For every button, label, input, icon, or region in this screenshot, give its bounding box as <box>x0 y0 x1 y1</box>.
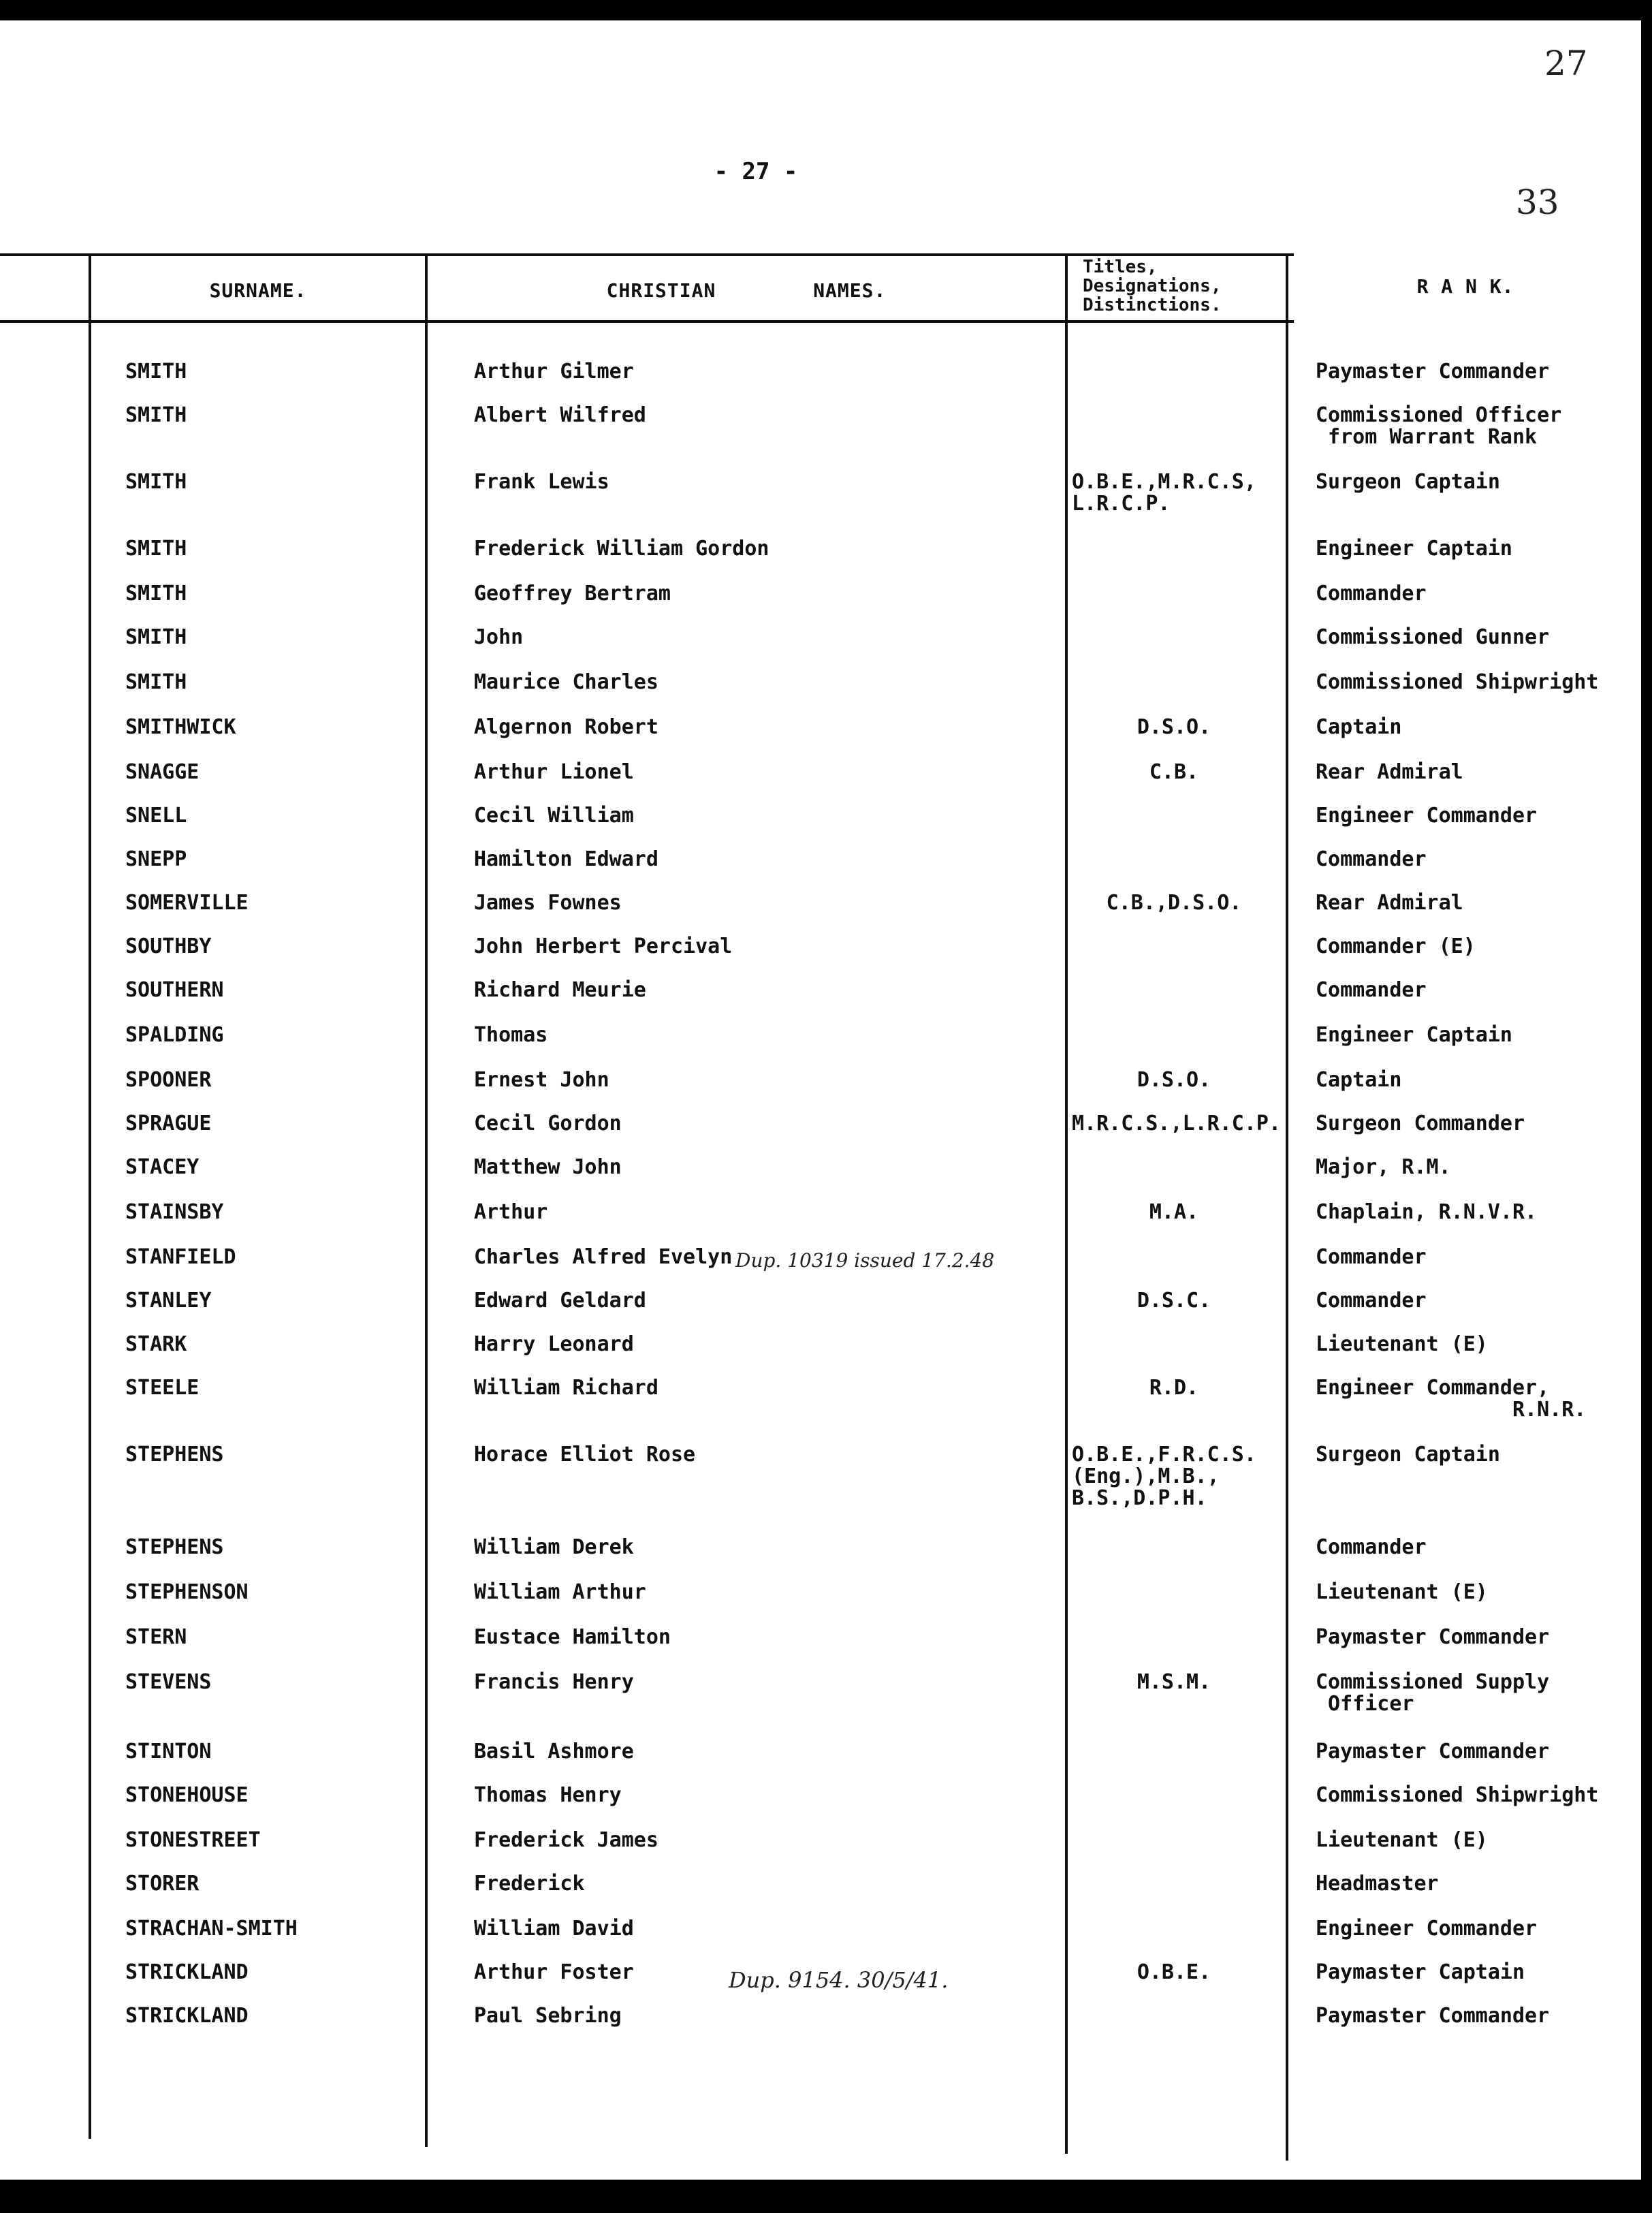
rank-cell: Surgeon Captain <box>1316 470 1500 494</box>
rank-cell: Paymaster Commander <box>1316 360 1550 383</box>
column-divider <box>89 253 91 2139</box>
surname-cell: STRICKLAND <box>125 1960 249 1984</box>
surname-cell: SMITH <box>125 470 187 494</box>
titles-cell: D.S.C. <box>1137 1289 1211 1313</box>
surname-cell: SMITH <box>125 537 187 561</box>
surname-cell: STINTON <box>125 1740 212 1763</box>
surname-cell: SPRAGUE <box>125 1112 212 1135</box>
rank-cell: Paymaster Commander <box>1316 2004 1550 2028</box>
christian-names-cell: Eustace Hamilton <box>474 1625 671 1649</box>
titles-cell: R.D. <box>1149 1376 1199 1400</box>
header-surname: SURNAME. <box>209 279 307 302</box>
titles-cell: M.S.M. <box>1137 1670 1211 1694</box>
surname-cell: SMITHWICK <box>125 715 236 739</box>
surname-cell: STEVENS <box>125 1670 212 1694</box>
column-divider <box>425 253 428 2147</box>
page-stamp-secondary: 33 <box>1516 183 1559 222</box>
titles-cell: D.S.O. <box>1137 715 1211 739</box>
surname-cell: SMITH <box>125 625 187 649</box>
surname-cell: STACEY <box>125 1155 200 1179</box>
surname-cell: SMITH <box>125 670 187 694</box>
page-stamp: 27 <box>1544 44 1588 83</box>
christian-names-cell: Arthur Lionel <box>474 760 634 784</box>
rank-cell: Captain <box>1316 1068 1402 1092</box>
rank-cell: Headmaster <box>1316 1872 1439 1896</box>
rank-cell: Engineer Captain <box>1316 537 1512 561</box>
rank-cell: Commissioned Shipwright <box>1316 670 1599 694</box>
christian-names-cell: Harry Leonard <box>474 1332 634 1356</box>
christian-names-cell: Basil Ashmore <box>474 1740 634 1763</box>
rank-cell: Commander <box>1316 847 1427 871</box>
surname-cell: STANLEY <box>125 1289 212 1313</box>
titles-cell: C.B.,D.S.O. <box>1106 891 1242 915</box>
christian-names-cell: Edward Geldard <box>474 1289 646 1313</box>
surname-cell: SMITH <box>125 360 187 383</box>
surname-cell: STARK <box>125 1332 187 1356</box>
surname-cell: SNAGGE <box>125 760 200 784</box>
surname-cell: SNEPP <box>125 847 187 871</box>
christian-names-cell: James Fownes <box>474 891 622 915</box>
rank-cell: Surgeon Commander <box>1316 1112 1525 1135</box>
rank-cell: Rear Admiral <box>1316 891 1463 915</box>
christian-names-cell: Richard Meurie <box>474 978 646 1002</box>
titles-cell: M.R.C.S.,L.R.C.P. <box>1072 1112 1282 1135</box>
christian-names-cell: Frank Lewis <box>474 470 609 494</box>
surname-cell: STRICKLAND <box>125 2004 249 2028</box>
christian-names-cell: Frederick <box>474 1872 585 1896</box>
christian-names-cell: Albert Wilfred <box>474 403 646 427</box>
rank-cell: Rear Admiral <box>1316 760 1463 784</box>
column-divider <box>1286 253 1288 2161</box>
rank-cell: Commander <box>1316 582 1427 606</box>
rank-cell: Surgeon Captain <box>1316 1443 1500 1466</box>
titles-cell: O.B.E. <box>1137 1960 1211 1984</box>
header-rank: R A N K. <box>1416 275 1514 298</box>
titles-cell: C.B. <box>1149 760 1199 784</box>
rank-cell: Commissioned Shipwright <box>1316 1783 1599 1807</box>
surname-cell: SOUTHBY <box>125 935 212 958</box>
rank-cell: Paymaster Commander <box>1316 1740 1550 1763</box>
surname-cell: STANFIELD <box>125 1245 236 1269</box>
surname-cell: SOUTHERN <box>125 978 224 1002</box>
table-header-rule <box>0 320 1294 323</box>
christian-names-cell: Arthur Foster <box>474 1960 634 1984</box>
titles-cell: M.A. <box>1149 1200 1199 1224</box>
christian-names-cell: Thomas <box>474 1023 548 1047</box>
rank-cell: Commander <box>1316 1289 1427 1313</box>
christian-names-cell: William David <box>474 1917 634 1941</box>
titles-cell: D.S.O. <box>1137 1068 1211 1092</box>
scan-border-bottom <box>0 2180 1652 2213</box>
rank-cell: Lieutenant (E) <box>1316 1332 1488 1356</box>
rank-cell: Commissioned Supply Officer <box>1316 1670 1550 1716</box>
surname-cell: SMITH <box>125 403 187 427</box>
rank-cell: Commissioned Officer from Warrant Rank <box>1316 403 1562 449</box>
christian-names-cell: Algernon Robert <box>474 715 658 739</box>
rank-cell: Major, R.M. <box>1316 1155 1451 1179</box>
scan-border-right <box>1641 0 1652 2213</box>
rank-cell: Engineer Commander, R.N.R. <box>1316 1376 1587 1422</box>
surname-cell: STEPHENS <box>125 1443 224 1466</box>
surname-cell: STERN <box>125 1625 187 1649</box>
rank-cell: Engineer Captain <box>1316 1023 1512 1047</box>
handwritten-note: Dup. 10319 issued 17.2.48 <box>735 1249 995 1272</box>
christian-names-cell: Hamilton Edward <box>474 847 658 871</box>
surname-cell: STRACHAN-SMITH <box>125 1917 298 1941</box>
christian-names-cell: William Richard <box>474 1376 658 1400</box>
rank-cell: Commander <box>1316 978 1427 1002</box>
scan-border-top <box>0 0 1652 20</box>
rank-cell: Engineer Commander <box>1316 804 1538 828</box>
surname-cell: STORER <box>125 1872 200 1896</box>
header-titles: Titles, Designations, Distinctions. <box>1083 257 1222 315</box>
christian-names-cell: Maurice Charles <box>474 670 658 694</box>
titles-cell: O.B.E.,M.R.C.S, L.R.C.P. <box>1072 470 1256 516</box>
rank-cell: Chaplain, R.N.V.R. <box>1316 1200 1538 1224</box>
christian-names-cell: John <box>474 625 524 649</box>
header-christian-names: CHRISTIAN NAMES. <box>606 279 887 302</box>
christian-names-cell: Arthur <box>474 1200 548 1224</box>
christian-names-cell: Ernest John <box>474 1068 609 1092</box>
christian-names-cell: Francis Henry <box>474 1670 634 1694</box>
handwritten-note: Dup. 9154. 30/5/41. <box>729 1967 949 1993</box>
christian-names-cell: Cecil William <box>474 804 634 828</box>
christian-names-cell: William Arthur <box>474 1580 646 1604</box>
surname-cell: SPALDING <box>125 1023 224 1047</box>
christian-names-cell: Charles Alfred Evelyn <box>474 1245 733 1269</box>
rank-cell: Lieutenant (E) <box>1316 1828 1488 1852</box>
surname-cell: STAINSBY <box>125 1200 224 1224</box>
christian-names-cell: Arthur Gilmer <box>474 360 634 383</box>
page-number: - 27 - <box>714 158 798 185</box>
surname-cell: STEPHENS <box>125 1535 224 1559</box>
christian-names-cell: Geoffrey Bertram <box>474 582 671 606</box>
surname-cell: STEPHENSON <box>125 1580 249 1604</box>
rank-cell: Engineer Commander <box>1316 1917 1538 1941</box>
surname-cell: SOMERVILLE <box>125 891 249 915</box>
rank-cell: Paymaster Commander <box>1316 1625 1550 1649</box>
surname-cell: STEELE <box>125 1376 200 1400</box>
christian-names-cell: Paul Sebring <box>474 2004 622 2028</box>
surname-cell: SNELL <box>125 804 187 828</box>
rank-cell: Commander <box>1316 1245 1427 1269</box>
christian-names-cell: William Derek <box>474 1535 634 1559</box>
rank-cell: Captain <box>1316 715 1402 739</box>
rank-cell: Commissioned Gunner <box>1316 625 1550 649</box>
christian-names-cell: Thomas Henry <box>474 1783 622 1807</box>
table-top-rule <box>0 253 1294 256</box>
surname-cell: STONEHOUSE <box>125 1783 249 1807</box>
christian-names-cell: Frederick James <box>474 1828 658 1852</box>
christian-names-cell: Horace Elliot Rose <box>474 1443 696 1466</box>
rank-cell: Commander <box>1316 1535 1427 1559</box>
rank-cell: Commander (E) <box>1316 935 1476 958</box>
christian-names-cell: Matthew John <box>474 1155 622 1179</box>
column-divider <box>1065 253 1068 2154</box>
surname-cell: SMITH <box>125 582 187 606</box>
surname-cell: STONESTREET <box>125 1828 261 1852</box>
christian-names-cell: Cecil Gordon <box>474 1112 622 1135</box>
christian-names-cell: John Herbert Percival <box>474 935 733 958</box>
rank-cell: Lieutenant (E) <box>1316 1580 1488 1604</box>
titles-cell: O.B.E.,F.R.C.S. (Eng.),M.B., B.S.,D.P.H. <box>1072 1443 1256 1510</box>
surname-cell: SPOONER <box>125 1068 212 1092</box>
rank-cell: Paymaster Captain <box>1316 1960 1525 1984</box>
christian-names-cell: Frederick William Gordon <box>474 537 769 561</box>
